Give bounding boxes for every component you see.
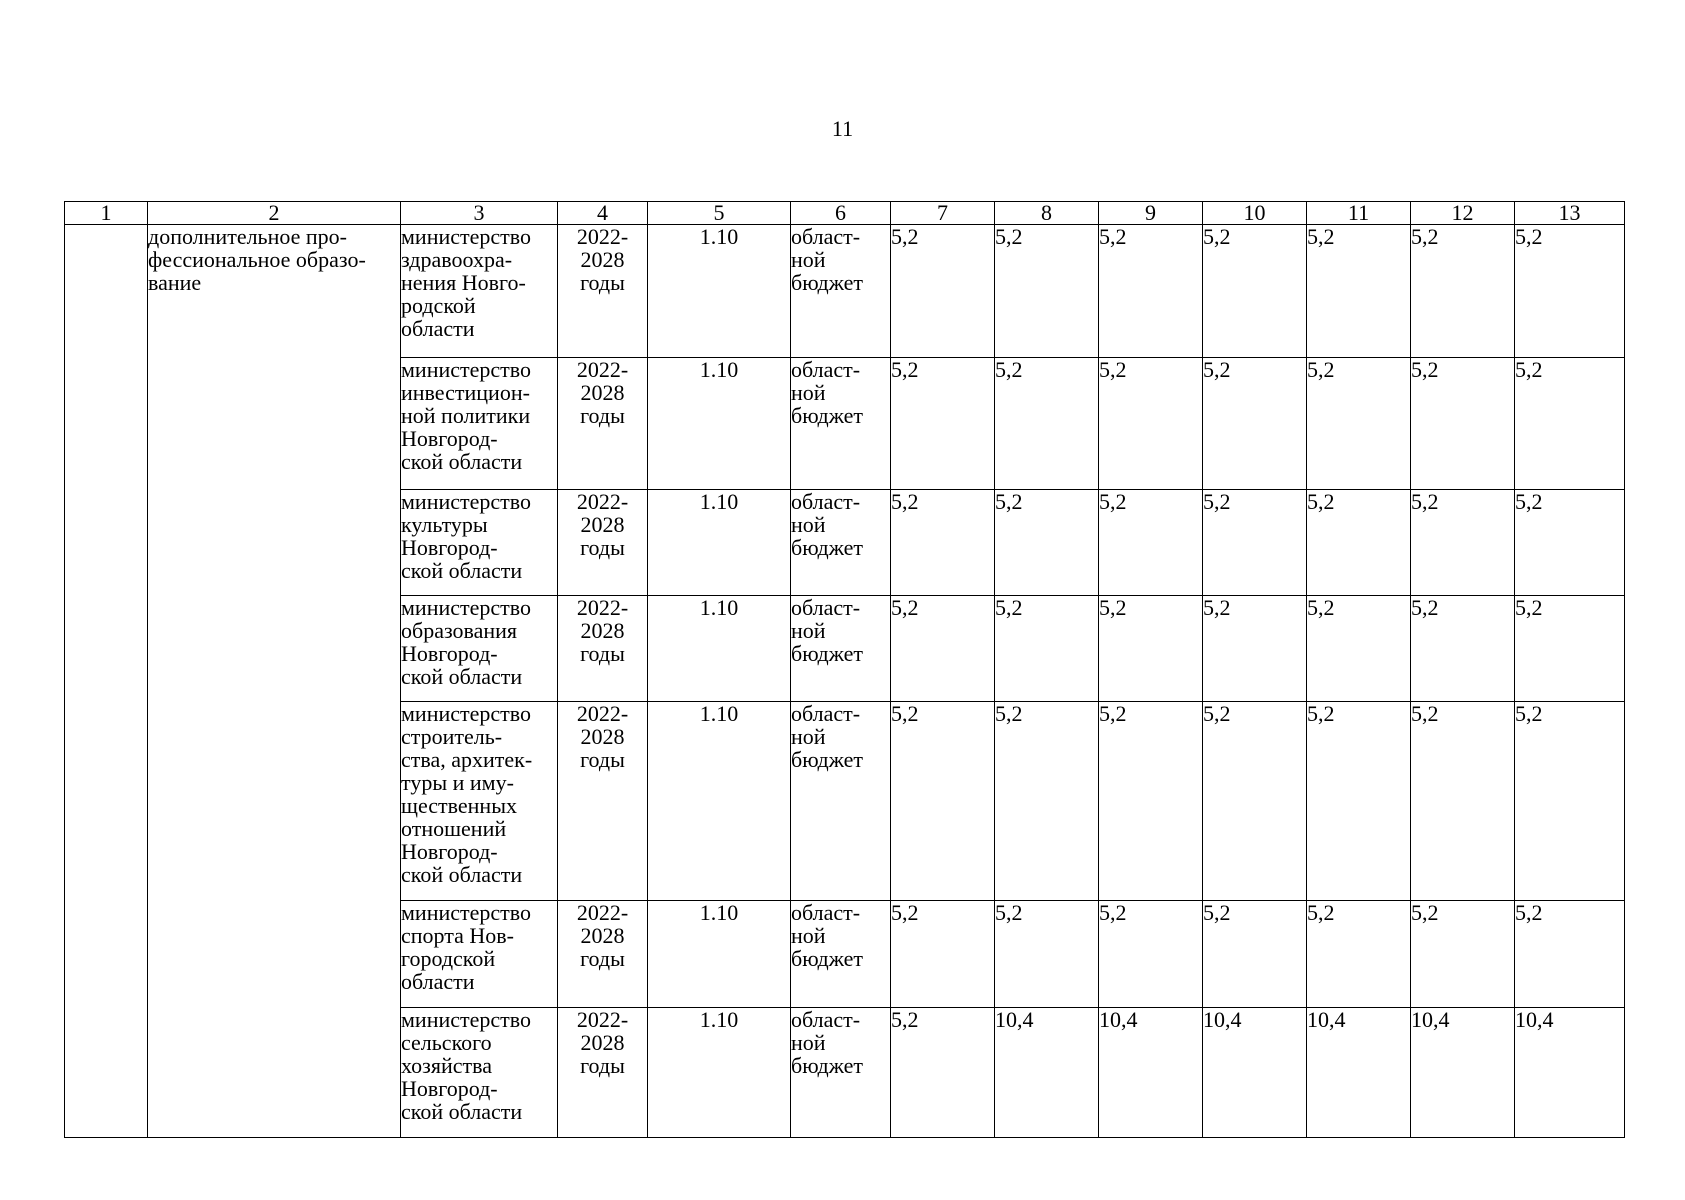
value-cell: 5,2	[995, 490, 1099, 596]
value-cell: 10,4	[1515, 1008, 1625, 1138]
period-cell: 2022- 2028 годы	[558, 1008, 648, 1138]
period-cell: 2022- 2028 годы	[558, 901, 648, 1008]
value-cell: 5,2	[1099, 225, 1203, 358]
period-cell: 2022- 2028 годы	[558, 596, 648, 702]
header-cell: 5	[648, 202, 791, 225]
header-cell: 1	[65, 202, 148, 225]
value-cell: 10,4	[1099, 1008, 1203, 1138]
value-cell: 10,4	[1203, 1008, 1307, 1138]
value-cell: 5,2	[1411, 490, 1515, 596]
header-cell: 3	[401, 202, 558, 225]
header-cell: 13	[1515, 202, 1625, 225]
value-cell: 5,2	[1099, 358, 1203, 490]
executor-cell: министерство строитель- ства, архитек- туры и иму- щественных отношений Новгород- ской области	[401, 702, 558, 901]
activity-cell: дополнительное про- фессиональное образо- вание	[148, 225, 401, 1138]
value-cell: 10,4	[995, 1008, 1099, 1138]
value-cell: 5,2	[1099, 490, 1203, 596]
header-cell: 8	[995, 202, 1099, 225]
header-cell: 10	[1203, 202, 1307, 225]
value-cell: 5,2	[1411, 901, 1515, 1008]
value-cell: 5,2	[1099, 596, 1203, 702]
value-cell: 5,2	[1411, 596, 1515, 702]
header-cell: 4	[558, 202, 648, 225]
header-row	[65, 202, 1625, 225]
value-cell: 5,2	[1515, 225, 1625, 358]
source-cell: област- ной бюджет	[791, 901, 891, 1008]
value-cell: 5,2	[1203, 225, 1307, 358]
executor-cell: министерство спорта Нов- городской области	[401, 901, 558, 1008]
code-cell: 1.10	[648, 358, 791, 490]
value-cell: 10,4	[1411, 1008, 1515, 1138]
executor-cell: министерство сельского хозяйства Новгород- ской области	[401, 1008, 558, 1138]
value-cell: 5,2	[1307, 596, 1411, 702]
value-cell: 5,2	[1515, 702, 1625, 901]
value-cell: 5,2	[1099, 901, 1203, 1008]
executor-cell: министерство здравоохра- нения Новго- родской области	[401, 225, 558, 358]
source-cell: област- ной бюджет	[791, 596, 891, 702]
header-cell: 9	[1099, 202, 1203, 225]
value-cell: 5,2	[1411, 702, 1515, 901]
value-cell: 5,2	[1515, 490, 1625, 596]
source-cell: област- ной бюджет	[791, 225, 891, 358]
value-cell: 5,2	[1307, 490, 1411, 596]
source-cell: област- ной бюджет	[791, 1008, 891, 1138]
code-cell: 1.10	[648, 596, 791, 702]
value-cell: 5,2	[1515, 596, 1625, 702]
value-cell: 5,2	[1307, 358, 1411, 490]
header-cell: 6	[791, 202, 891, 225]
value-cell: 5,2	[1203, 490, 1307, 596]
value-cell: 5,2	[1307, 901, 1411, 1008]
value-cell: 5,2	[891, 490, 995, 596]
header-cell: 2	[148, 202, 401, 225]
value-cell: 5,2	[1515, 358, 1625, 490]
value-cell: 5,2	[891, 901, 995, 1008]
value-cell: 5,2	[1411, 358, 1515, 490]
value-cell: 5,2	[1203, 358, 1307, 490]
value-cell: 5,2	[891, 1008, 995, 1138]
executor-cell: министерство инвестицион- ной политики Новгород- ской области	[401, 358, 558, 490]
code-cell: 1.10	[648, 490, 791, 596]
value-cell: 5,2	[995, 702, 1099, 901]
period-cell: 2022- 2028 годы	[558, 358, 648, 490]
value-cell: 5,2	[1307, 225, 1411, 358]
row-number-cell	[65, 225, 148, 1138]
source-cell: област- ной бюджет	[791, 490, 891, 596]
value-cell: 5,2	[891, 702, 995, 901]
page-number: 11	[831, 116, 854, 141]
source-cell: област- ной бюджет	[791, 702, 891, 901]
value-cell: 5,2	[1203, 901, 1307, 1008]
period-cell: 2022- 2028 годы	[558, 490, 648, 596]
value-cell: 5,2	[1099, 702, 1203, 901]
code-cell: 1.10	[648, 702, 791, 901]
executor-cell: министерство образования Новгород- ской области	[401, 596, 558, 702]
value-cell: 5,2	[1411, 225, 1515, 358]
value-cell: 5,2	[995, 225, 1099, 358]
period-cell: 2022- 2028 годы	[558, 225, 648, 358]
executor-cell: министерство культуры Новгород- ской области	[401, 490, 558, 596]
header-cell: 11	[1307, 202, 1411, 225]
period-cell: 2022- 2028 годы	[558, 702, 648, 901]
value-cell: 10,4	[1307, 1008, 1411, 1138]
budget-table	[64, 201, 1625, 1138]
source-cell: област- ной бюджет	[791, 358, 891, 490]
value-cell: 5,2	[891, 596, 995, 702]
value-cell: 5,2	[1307, 702, 1411, 901]
value-cell: 5,2	[1203, 702, 1307, 901]
value-cell: 5,2	[1203, 596, 1307, 702]
value-cell: 5,2	[891, 225, 995, 358]
code-cell: 1.10	[648, 1008, 791, 1138]
value-cell: 5,2	[995, 901, 1099, 1008]
header-cell: 12	[1411, 202, 1515, 225]
table-row	[65, 225, 1625, 358]
value-cell: 5,2	[995, 596, 1099, 702]
value-cell: 5,2	[995, 358, 1099, 490]
code-cell: 1.10	[648, 225, 791, 358]
value-cell: 5,2	[891, 358, 995, 490]
value-cell: 5,2	[1515, 901, 1625, 1008]
code-cell: 1.10	[648, 901, 791, 1008]
header-cell: 7	[891, 202, 995, 225]
